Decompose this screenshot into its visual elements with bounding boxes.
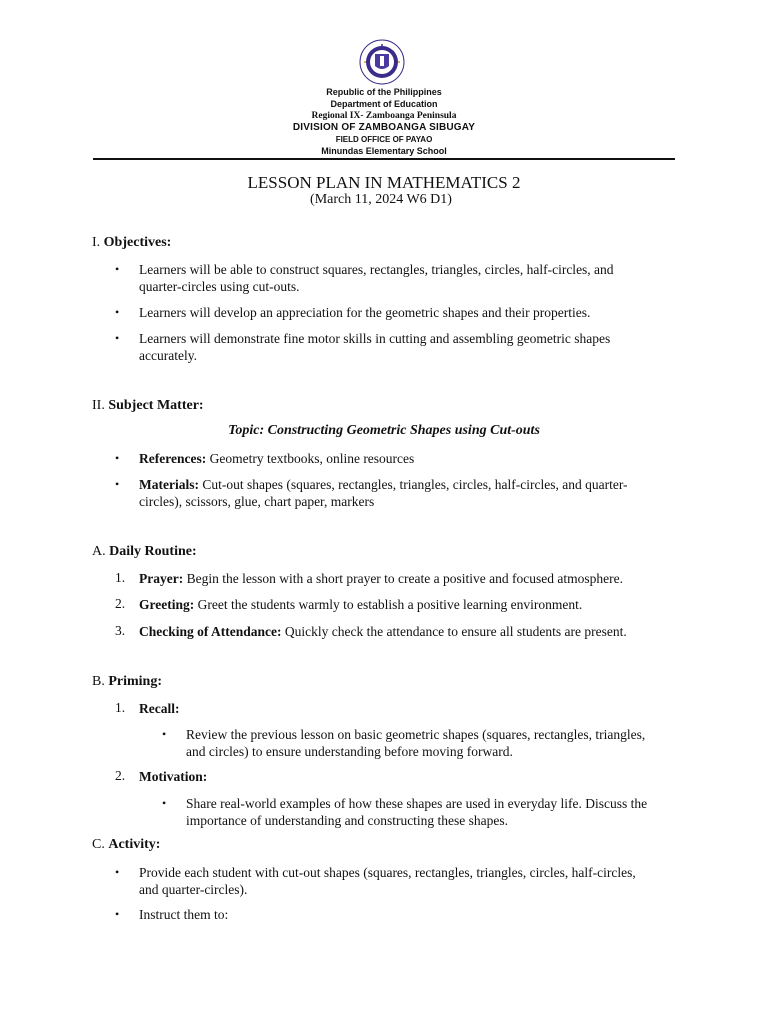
list-item — [139, 304, 590, 321]
section-activity-heading — [92, 837, 160, 853]
list-item-line: Share real-world examples of how these shapes are used in everyday life. Discuss the — [186, 796, 648, 811]
topic-line: Topic: Constructing Geometric Shapes using Cut-outs — [228, 423, 540, 438]
item-text: Begin the lesson with a short prayer to create a positive and focused atmosphere. — [183, 571, 623, 586]
section-subject-heading — [92, 398, 204, 414]
routine-item-greeting — [139, 596, 582, 613]
recall-text — [186, 726, 645, 760]
section-number: A. — [92, 544, 106, 559]
section-title: Activity: — [108, 837, 161, 852]
item-text: Quickly check the attendance to ensure all students are present. — [281, 624, 627, 639]
list-item-line: accurately. — [139, 348, 197, 363]
list-item-line: Instruct them to: — [139, 907, 229, 922]
list-number: 2. — [115, 596, 126, 611]
list-item-line: Learners will develop an appreciation for the geometric shapes and their properties. — [139, 305, 591, 320]
header-republic: Republic of the Philippines — [326, 87, 442, 97]
bullet-icon: • — [162, 796, 167, 810]
section-priming-heading — [92, 674, 162, 690]
section-objectives-heading — [92, 235, 171, 251]
list-number: 3. — [115, 623, 126, 638]
list-item-line: Learners will be able to construct squares, rectangles, triangles, circles, half-circles, and — [139, 262, 614, 277]
list-item — [139, 906, 228, 923]
section-routine-heading — [92, 544, 197, 560]
motivation-text — [186, 795, 647, 829]
references-text: Geometry textbooks, online resources — [206, 451, 415, 466]
bullet-icon: • — [115, 305, 120, 319]
header-field-office: FIELD OFFICE OF PAYAO — [335, 135, 433, 144]
recall-label — [139, 700, 179, 717]
bullet-icon: • — [115, 477, 120, 491]
list-number: 1. — [115, 570, 126, 585]
bullet-icon: • — [115, 865, 120, 879]
section-title: Priming: — [108, 674, 162, 689]
list-item — [139, 330, 610, 364]
list-item-line: quarter-circles using cut-outs. — [139, 279, 300, 294]
bullet-icon: • — [115, 451, 120, 465]
item-label: Motivation: — [139, 769, 208, 784]
list-item-line: and circles) to ensure understanding before moving forward. — [186, 744, 513, 759]
header-division: DIVISION OF ZAMBOANGA SIBUGAY — [292, 122, 476, 133]
page-subtitle — [0, 192, 768, 208]
list-item-line: importance of understanding and constructing these shapes. — [186, 813, 509, 828]
list-item-line: Provide each student with cut-out shapes (squares, rectangles, triangles, circles, half-circles, — [139, 865, 636, 880]
item-label: Prayer: — [139, 571, 184, 586]
list-item-line: Learners will demonstrate fine motor skills in cutting and assembling geometric shapes — [139, 331, 611, 346]
list-number: 2. — [115, 768, 126, 783]
item-label: Checking of Attendance: — [139, 624, 282, 639]
section-title: Daily Routine: — [109, 544, 197, 559]
bullet-icon: • — [115, 262, 120, 276]
section-number: I. — [92, 235, 101, 250]
section-number: C. — [92, 837, 105, 852]
list-number: 1. — [115, 700, 126, 715]
item-text: Greet the students warmly to establish a positive learning environment. — [194, 597, 583, 612]
list-item — [139, 261, 614, 295]
section-number: B. — [92, 674, 105, 689]
materials-text-line2: circles), scissors, glue, chart paper, markers — [139, 494, 375, 509]
references-item — [139, 450, 414, 467]
item-label: Recall: — [139, 701, 180, 716]
materials-text: Cut-out shapes (squares, rectangles, triangles, circles, half-circles, and quarter- — [198, 477, 628, 492]
materials-label: Materials: — [139, 477, 199, 492]
header-divider — [93, 158, 675, 160]
subtitle-text: (March 11, 2024 W6 D1) — [310, 192, 452, 207]
section-title: Subject Matter: — [108, 398, 204, 413]
list-item-line: Review the previous lesson on basic geometric shapes (squares, rectangles, triangles, — [186, 727, 646, 742]
bullet-icon: • — [115, 331, 120, 345]
bullet-icon: • — [162, 727, 167, 741]
section-title: Objectives: — [103, 235, 172, 250]
section-number: II. — [92, 398, 105, 413]
materials-item — [139, 476, 628, 510]
header-department: Department of Education — [330, 99, 438, 109]
list-item — [139, 864, 636, 898]
routine-item-attendance — [139, 623, 627, 640]
references-label: References: — [139, 451, 207, 466]
motivation-label — [139, 768, 207, 785]
list-item-line: and quarter-circles). — [139, 882, 248, 897]
routine-item-prayer — [139, 570, 623, 587]
header-school: Minundas Elementary School — [321, 146, 447, 156]
header-region: Regional IX- Zamboanga Peninsula — [311, 111, 457, 121]
item-label: Greeting: — [139, 597, 195, 612]
page-title: LESSON PLAN IN MATHEMATICS 2 — [247, 173, 521, 192]
bullet-icon: • — [115, 907, 120, 921]
deped-seal-logo — [353, 39, 411, 85]
